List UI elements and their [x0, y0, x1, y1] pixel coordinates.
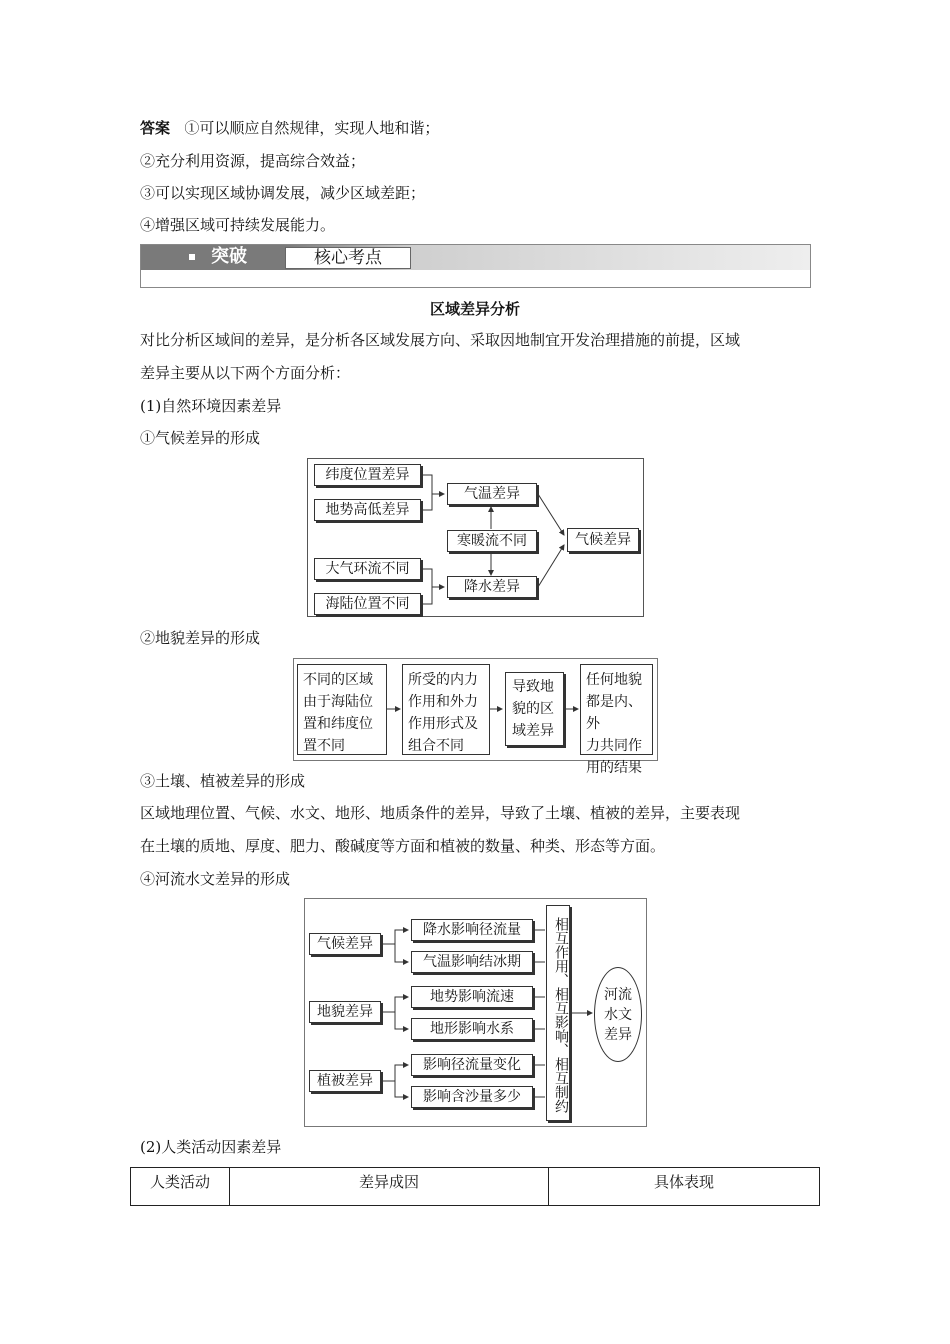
factor-elevation: 地势高低差异 — [314, 499, 421, 521]
effect-precip-runoff: 降水影响径流量 — [411, 919, 533, 941]
step4-line: 任何地貌 — [586, 672, 642, 688]
river-diagram — [304, 898, 647, 1127]
step2-line: 所受的内力 — [408, 672, 478, 688]
step1-line: 置和纬度位 — [303, 716, 373, 732]
factor-circulation: 大气环流不同 — [314, 558, 421, 580]
climate-diagram — [307, 458, 644, 617]
human-activity-table — [130, 1167, 820, 1206]
interaction-box: 相互作用、相互影响、相互制约 — [546, 905, 570, 1121]
step2-line: 作用形式及 — [408, 716, 478, 732]
cause-vegetation: 植被差异 — [309, 1070, 381, 1092]
step1-line: 由于海陆位 — [303, 694, 373, 710]
banner-left — [189, 246, 285, 268]
cause-climate: 气候差异 — [309, 933, 381, 955]
factor-land-sea: 海陆位置不同 — [314, 593, 421, 615]
banner-right: 核心考点 — [285, 247, 411, 269]
answer-text-4: ④增强区域可持续发展能力。 — [140, 216, 336, 234]
landform-diagram — [293, 658, 658, 776]
factor-latitude: 纬度位置差异 — [314, 464, 421, 486]
step1-line: 不同的区域 — [303, 672, 373, 688]
step4-line: 都是内、外 — [586, 694, 642, 732]
landform-step-2 — [402, 664, 490, 755]
part2-heading: (2)人类活动因素差异 — [140, 1138, 282, 1156]
answer-text-1: ①可以顺应自然规律，实现人地和谐； — [184, 119, 440, 137]
square-bullet-icon — [189, 254, 195, 260]
answer-label: 答案 — [140, 119, 171, 137]
soil-line-2: 在土壤的质地、厚度、肥力、酸碱度等方面和植被的数量、种类、形态等方面。 — [140, 837, 666, 855]
step4-line: 用的结果 — [586, 760, 642, 776]
banner-left-text: 突破 — [211, 246, 247, 267]
soil-line-1: 区域地理位置、气候、水文、地形、地质条件的差异，导致了土壤、植被的差异，主要表现 — [140, 804, 741, 822]
table-header-row — [131, 1168, 820, 1206]
climate-heading: ①气候差异的形成 — [140, 429, 261, 447]
section-title: 区域差异分析 — [429, 300, 520, 318]
part1-heading: (1)自然环境因素差异 — [140, 397, 282, 415]
climate-result: 气候差异 — [567, 528, 639, 552]
effect-temp-freeze: 气温影响结冰期 — [411, 951, 533, 973]
table-header: 差异成因 — [230, 1168, 549, 1206]
step3-line: 导致地 — [512, 679, 554, 695]
step4-line: 力共同作 — [586, 738, 642, 754]
soil-heading: ③土壤、植被差异的形成 — [140, 772, 306, 790]
river-result: 河流水文差异 — [594, 967, 642, 1062]
intro-line-1: 对比分析区域间的差异，是分析各区域发展方向、采取因地制宜开发治理措施的前提，区域 — [140, 331, 741, 349]
step2-line: 作用和外力 — [408, 694, 478, 710]
ocean-current: 寒暖流不同 — [447, 530, 537, 552]
effect-sediment: 影响含沙量多少 — [411, 1086, 533, 1108]
step3-line: 域差异 — [512, 723, 554, 739]
landform-heading: ②地貌差异的形成 — [140, 629, 261, 647]
temperature-difference: 气温差异 — [447, 483, 537, 505]
effect-runoff-change: 影响径流量变化 — [411, 1054, 533, 1076]
precipitation-difference: 降水差异 — [447, 576, 537, 598]
step1-line: 置不同 — [303, 738, 345, 754]
landform-step-3 — [505, 672, 564, 746]
table-header: 人类活动 — [131, 1168, 230, 1206]
step2-line: 组合不同 — [408, 738, 464, 754]
landform-step-4 — [580, 664, 653, 776]
effect-terrain-system: 地形影响水系 — [411, 1018, 533, 1040]
effect-slope-speed: 地势影响流速 — [411, 986, 533, 1008]
answer-text-3: ③可以实现区域协调发展，减少区域差距； — [140, 184, 426, 202]
intro-line-2: 差异主要从以下两个方面分析： — [140, 364, 351, 382]
section-banner — [140, 244, 811, 288]
river-heading: ④河流水文差异的形成 — [140, 870, 291, 888]
table-header: 具体表现 — [549, 1168, 820, 1206]
cause-landform: 地貌差异 — [309, 1001, 381, 1023]
answer-line-1 — [140, 118, 439, 138]
answer-text-2: ②充分利用资源，提高综合效益； — [140, 152, 366, 170]
landform-step-1 — [297, 664, 387, 755]
step3-line: 貌的区 — [512, 701, 554, 717]
